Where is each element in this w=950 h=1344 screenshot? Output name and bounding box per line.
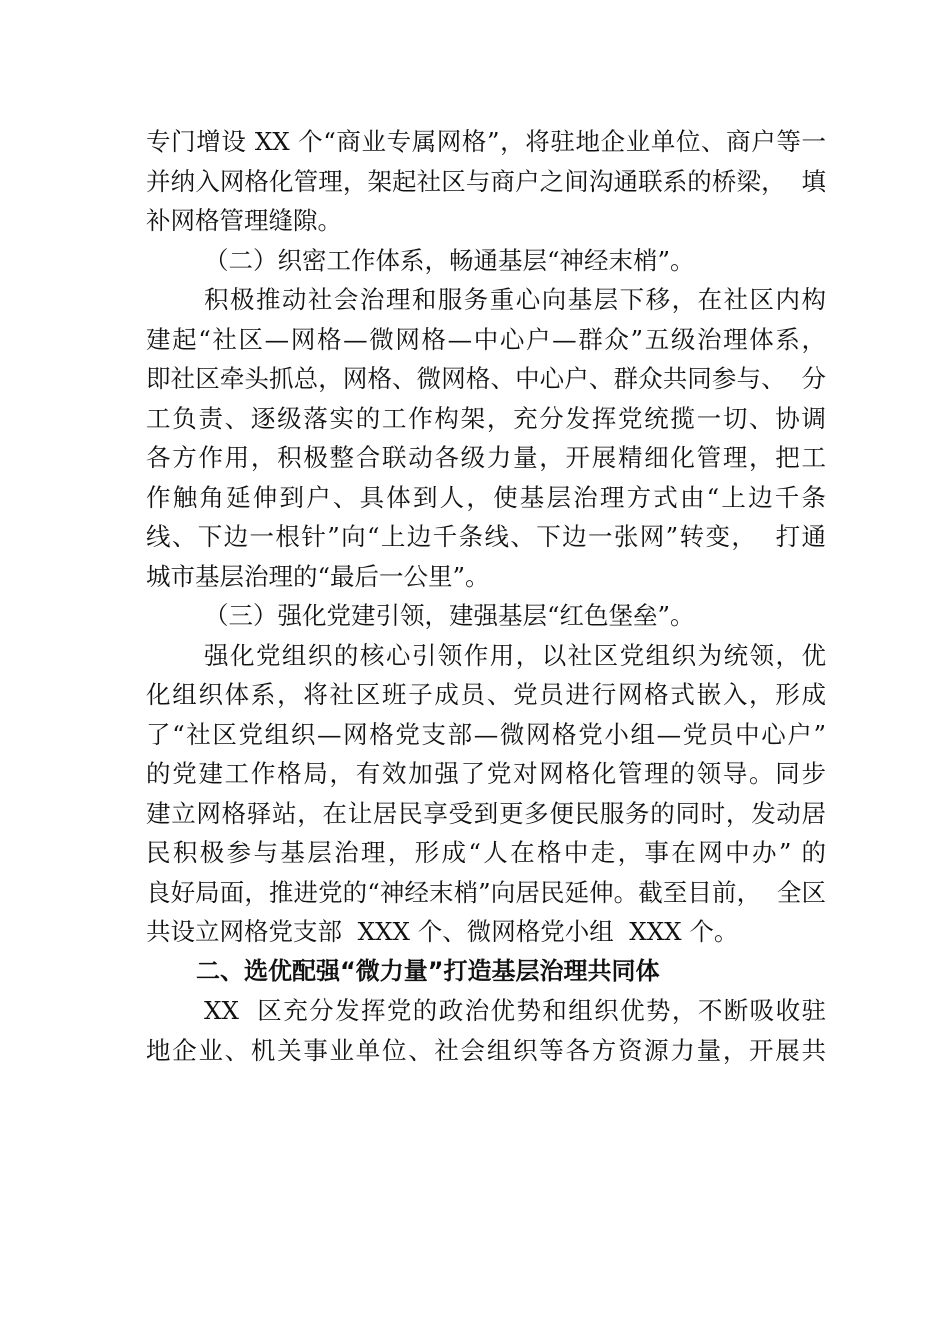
body-line: 作触角延伸到户、具体到人，使基层治理方式由“上边千条: [146, 482, 826, 512]
body-line: 即社区牵头抓总，网格、微网格、中心户、群众共同参与、 分: [146, 364, 826, 393]
body-line: 强化党组织的核心引领作用，以社区党组织为统领，优: [204, 640, 826, 670]
document-body: [146, 122, 826, 1070]
body-line: 了“社区党组织—网格党支部—微网格党小组—党员中心户”: [146, 719, 826, 749]
body-line: 各方作用，积极整合联动各级力量，开展精细化管理，把工: [146, 443, 826, 472]
body-line: 化组织体系，将社区班子成员、党员进行网格式嵌入，形成: [146, 680, 826, 709]
body-line: 城市基层治理的“最后一公里”。: [146, 561, 490, 591]
body-line: 良好局面，推进党的“神经末梢”向居民延伸。截至目前， 全区: [146, 877, 826, 907]
section-heading: （三）强化党建引领，建强基层“红色堡垒”。: [204, 601, 695, 630]
body-line: 并纳入网格化管理，架起社区与商户之间沟通联系的桥梁， 填: [146, 166, 826, 196]
body-line: 工负责、逐级落实的工作构架，充分发挥党统揽一切、协调: [146, 403, 826, 433]
body-line: XX 区充分发挥党的政治优势和组织优势，不断吸收驻: [204, 996, 826, 1025]
body-line: 补网格管理缝隙。: [146, 206, 342, 235]
body-line: 建起“社区—网格—微网格—中心户—群众”五级治理体系，: [146, 324, 826, 354]
body-line: 共设立网格党支部 XXX 个、微网格党小组 XXX 个。: [146, 917, 739, 946]
body-line: 专门增设 XX 个“商业专属网格”，将驻地企业单位、商户等一: [146, 127, 826, 156]
section-heading: （二）织密工作体系，畅通基层“神经末梢”。: [204, 245, 695, 275]
body-line: 地企业、机关事业单位、社会组织等各方资源力量，开展共: [146, 1035, 826, 1065]
body-line: 民积极参与基层治理，形成“人在格中走，事在网中办” 的: [146, 838, 826, 867]
body-line: 建立网格驿站，在让居民享受到更多便民服务的同时，发动居: [146, 798, 826, 828]
chapter-heading: 二、选优配强“微力量”打造基层治理共同体: [196, 956, 660, 985]
body-line: 的党建工作格局，有效加强了党对网格化管理的领导。同步: [146, 759, 826, 788]
body-line: 积极推动社会治理和服务重心向基层下移，在社区内构: [204, 285, 826, 314]
body-line: 线、下边一根针”向“上边千条线、下边一张网”转变， 打通: [146, 522, 826, 551]
